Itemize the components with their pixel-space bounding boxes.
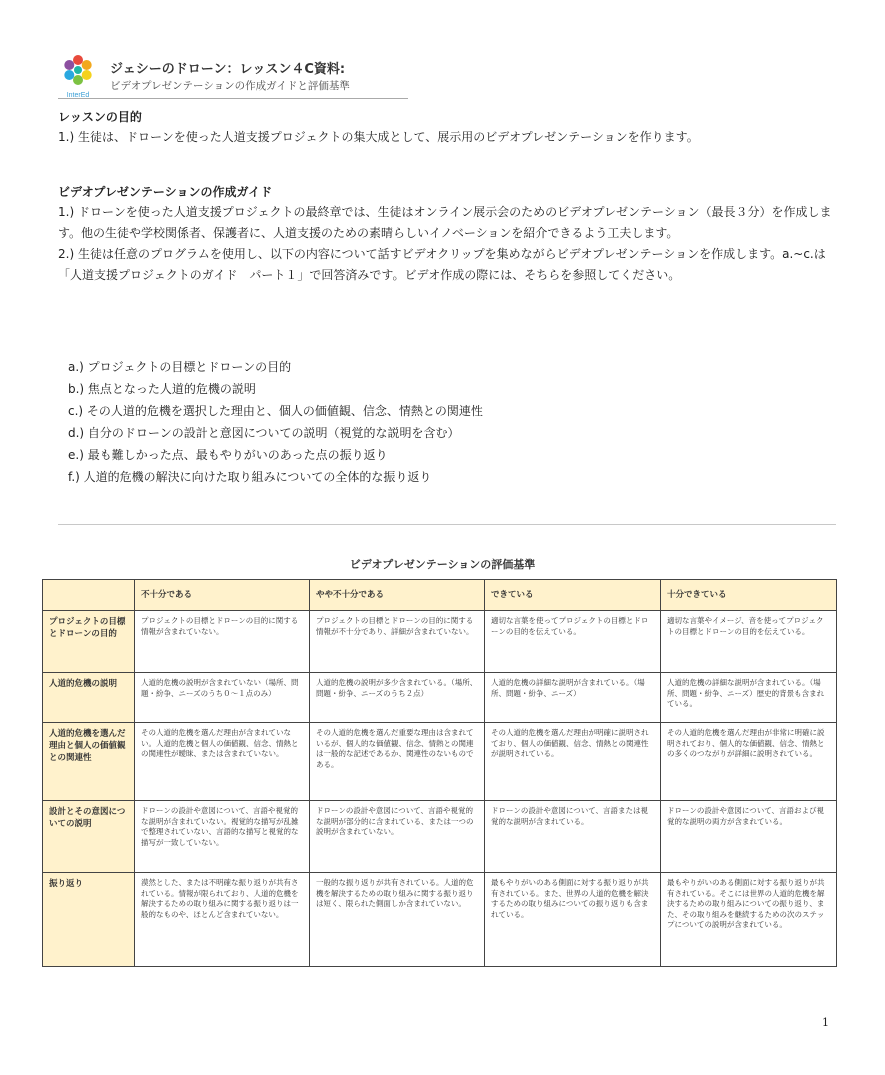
rubric-cell: その人道的危機を選んだ理由が含まれていない。人道的危機と個人の価値観、信念、情熱との関連性が曖昧、または含まれていない。 [135, 723, 310, 801]
table-row [43, 801, 837, 873]
rubric-column-header: やや不十分である [310, 580, 485, 611]
rubric-row-label: 人道的危機の説明 [43, 673, 135, 723]
rubric-cell: ドローンの設計や意図について、言語や視覚的な説明が含まれていない。視覚的な描写が乱雑で整理されていない、言語的な描写と視覚的な描写が一致していない。 [135, 801, 310, 873]
header-divider [58, 98, 408, 99]
rubric-column-header: できている [485, 580, 661, 611]
rubric-cell: 一般的な振り返りが共有されている。人道的危機を解決するための取り組みに関する振り返りは短く、限られた側面しか含まれていない。 [310, 873, 485, 967]
rubric-cell: 人道的危機の詳細な説明が含まれている。（場所、問題・紛争、ニーズ） [485, 673, 661, 723]
rubric-column-header: 十分できている [661, 580, 837, 611]
section-divider [58, 524, 836, 525]
list-item: c.) その人道的危機を選択した理由と、個人の価値観、信念、情熱との関連性 [68, 404, 483, 418]
list-item: d.) 自分のドローンの設計と意図についての説明（視覚的な説明を含む） [68, 426, 460, 440]
list-item: a.) プロジェクトの目標とドローンの目的 [68, 360, 292, 374]
rubric-row-label: プロジェクトの目標とドローンの目的 [43, 611, 135, 673]
rubric-row-label: 設計とその意図についての説明 [43, 801, 135, 873]
rubric-title: ビデオプレゼンテーションの評価基準 [349, 558, 536, 571]
objective-heading: レッスンの目的 [58, 110, 142, 124]
rubric-cell: ドローンの設計や意図について、言語や視覚的な説明が部分的に含まれている、または一つの説明が含まれていない。 [310, 801, 485, 873]
rubric-cell: 最もやりがいのある側面に対する振り返りが共有されている。そこには世界の人道的危機を解決するための取り組みについての振り返り、また、その取り組みを継続するための次のステップについての説明が含まれている。 [661, 873, 837, 967]
table-row [43, 611, 837, 673]
list-item: f.) 人道的危機の解決に向けた取り組みについての全体的な振り返り [68, 470, 432, 484]
rubric-cell: 人道的危機の説明が多少含まれている。（場所、問題・紛争、ニーズのうち２点） [310, 673, 485, 723]
table-row [43, 873, 837, 967]
intered-logo [58, 52, 98, 100]
rubric-cell: プロジェクトの目標とドローンの目的に関する情報が含まれていない。 [135, 611, 310, 673]
guide-heading: ビデオプレゼンテーションの作成ガイド [58, 185, 273, 199]
table-row [43, 673, 837, 723]
rubric-cell: プロジェクトの目標とドローンの目的に関する情報が不十分であり、詳細が含まれていない。 [310, 611, 485, 673]
rubric-cell: その人道的危機を選んだ理由が明確に説明されており、個人の価値観、信念、情熱との関連性が説明されている。 [485, 723, 661, 801]
rubric-table [42, 579, 837, 967]
svg-text:InterEd: InterEd [66, 92, 90, 99]
rubric-cell: その人道的危機を選んだ重要な理由は含まれているが、個人的な価値観、信念、情熱との関連は一般的な記述であるか、関連性のないものである。 [310, 723, 485, 801]
list-item: e.) 最も難しかった点、最もやりがいのあった点の振り返り [68, 448, 388, 462]
rubric-cell: 人道的危機の説明が含まれていない（場所、問題・紛争、ニーズのうち０～１点のみ） [135, 673, 310, 723]
objective-section [58, 107, 838, 147]
rubric-cell: ドローンの設計や意図について、言語または視覚的な説明が含まれている。 [485, 801, 661, 873]
rubric-row-label: 人道的危機を選んだ理由と個人の価値観との関連性 [43, 723, 135, 801]
rubric-cell: ドローンの設計や意図について、言語および視覚的な説明の両方が含まれている。 [661, 801, 837, 873]
guide-paragraph-2: 2.) 生徒は任意のプログラムを使用し、以下の内容について話すビデオクリップを集めながらビデオプレゼンテーションを作成します。a.~c.は「人道支援プロジェクトのガイド パート１」で回答済みです。ビデオ作成の際には、そちらを参照してください。 [58, 247, 826, 282]
list-item: b.) 焦点となった人道的危機の説明 [68, 382, 256, 396]
guide-paragraph-1: 1.) ドローンを使った人道支援プロジェクトの最終章では、生徒はオンライン展示会のためのビデオプレゼンテーション（最長３分）を作成します。他の生徒や学校関係者、保護者に、人道支援のための素晴らしいイノベーションを紹介できるよう工夫します。 [58, 205, 832, 240]
rubric-corner-cell [43, 580, 135, 611]
document-subtitle: ビデオプレゼンテーションの作成ガイドと評価基準 [110, 80, 350, 92]
rubric-cell: その人道的危機を選んだ理由が非常に明確に説明されており、個人的な価値観、信念、情熱との多くのつながりが詳細に説明されている。 [661, 723, 837, 801]
guide-section [58, 182, 838, 286]
guide-item-list [68, 356, 828, 488]
rubric-cell: 適切な言葉やイメージ、音を使ってプロジェクトの目標とドローンの目的を伝えている。 [661, 611, 837, 673]
rubric-header-row [43, 580, 837, 611]
rubric-column-header: 不十分である [135, 580, 310, 611]
rubric-cell: 最もやりがいのある側面に対する振り返りが共有されている。また、世界の人道的危機を解決するための取り組みについての振り返りも含まれている。 [485, 873, 661, 967]
rubric-row-label: 振り返り [43, 873, 135, 967]
rubric-cell: 漠然とした、または不明確な振り返りが共有されている。情報が限られており、人道的危機を解決するための取り組みに関する振り返りは一般的なものや、ほとんど含まれていない。 [135, 873, 310, 967]
rubric-cell: 適切な言葉を使ってプロジェクトの目標とドローンの目的を伝えている。 [485, 611, 661, 673]
rubric-cell: 人道的危機の詳細な説明が含まれている。（場所、問題・紛争、ニーズ）歴史的背景も含まれている。 [661, 673, 837, 723]
table-row [43, 723, 837, 801]
objective-text: 1.) 生徒は、ドローンを使った人道支援プロジェクトの集大成として、展示用のビデオプレゼンテーションを作ります。 [58, 130, 699, 144]
page-number: 1 [822, 1016, 829, 1029]
document-title: ジェシーのドローン：レッスン４C資料: [110, 62, 346, 77]
